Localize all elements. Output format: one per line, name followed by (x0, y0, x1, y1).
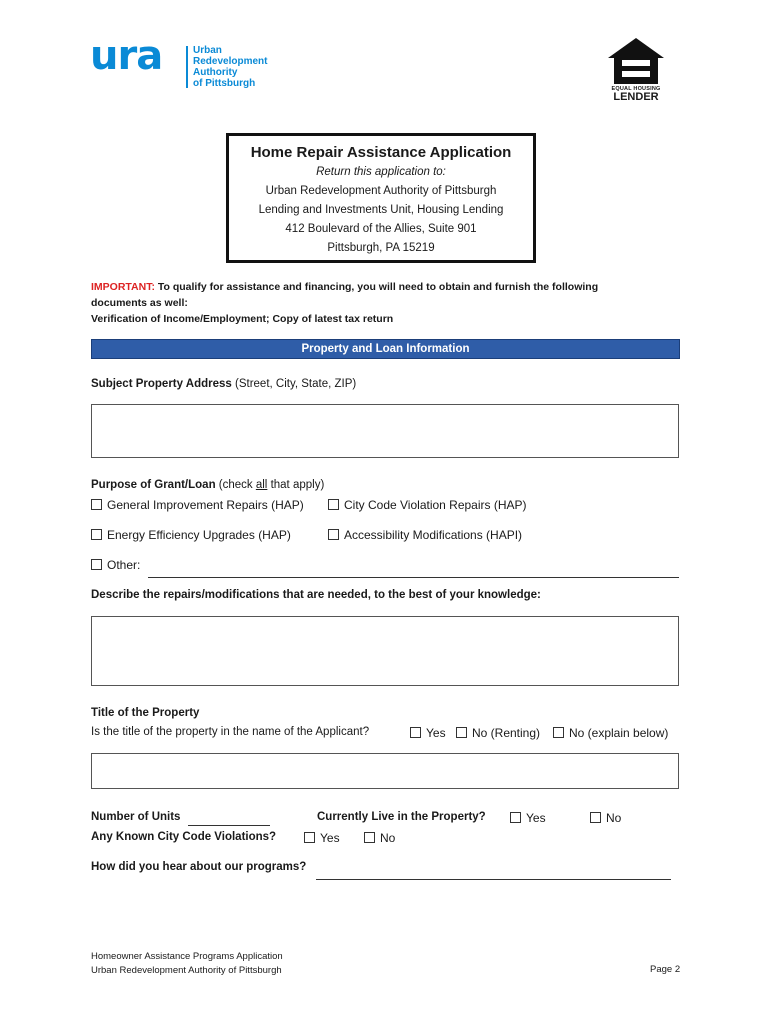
checkbox-label: Energy Efficiency Upgrades (HAP) (107, 528, 291, 542)
logo-text (193, 45, 267, 89)
address-line: Urban Redevelopment Authority of Pittsburgh (265, 185, 497, 197)
checkbox-icon (510, 812, 521, 823)
checkbox-icon (364, 832, 375, 843)
logo-divider (186, 46, 188, 88)
checkbox-violations-yes[interactable] (304, 831, 340, 845)
logo-line: Authority (193, 67, 238, 78)
checkbox-label: Accessibility Modifications (HAPI) (344, 528, 523, 542)
checkbox-label: No (380, 831, 396, 845)
checkbox-energy-efficiency[interactable] (91, 528, 291, 542)
address-line: 412 Boulevard of the Allies, Suite 901 (285, 223, 477, 235)
important-prefix: IMPORTANT: (91, 281, 155, 293)
page-number: Page 2 (650, 964, 681, 975)
title-property-label: Title of the Property (91, 707, 200, 719)
checkbox-icon (328, 529, 339, 540)
ehl-label-top: EQUAL HOUSING (611, 86, 661, 92)
footer-line: Urban Redevelopment Authority of Pittsburgh (91, 965, 282, 976)
violations-label: Any Known City Code Violations? (91, 831, 277, 843)
checkbox-label: City Code Violation Repairs (HAP) (344, 498, 527, 512)
hear-input-line[interactable] (316, 878, 671, 880)
return-to-label: Return this application to: (316, 166, 446, 178)
checkbox-title-yes[interactable] (410, 726, 446, 740)
checkbox-icon (410, 727, 421, 738)
title-property-question: Is the title of the property in the name of the Applicant? (91, 726, 370, 738)
important-notice (91, 279, 691, 327)
checkbox-accessibility[interactable] (328, 528, 522, 542)
other-input-line[interactable] (148, 576, 679, 578)
important-line2: documents as well: (91, 297, 188, 309)
checkbox-icon (91, 529, 102, 540)
equal-housing-lender-logo (604, 36, 668, 106)
ehl-label-bottom: LENDER (613, 91, 659, 103)
checkbox-violations-no[interactable] (364, 831, 395, 845)
important-line3: Verification of Income/Employment; Copy of latest tax return (91, 313, 394, 325)
address-input[interactable] (91, 404, 679, 458)
checkbox-label: Yes (526, 811, 546, 825)
hear-label: How did you hear about our programs? (91, 861, 307, 873)
house-icon (604, 36, 668, 86)
title-explain-input[interactable] (91, 753, 679, 789)
checkbox-icon (328, 499, 339, 510)
logo-abbr: ura (90, 33, 163, 79)
logo-line: Redevelopment (193, 56, 268, 67)
important-text: To qualify for assistance and financing, you will need to obtain and furnish the following (154, 281, 599, 293)
logo-line: of Pittsburgh (193, 78, 256, 89)
checkbox-icon (456, 727, 467, 738)
describe-input[interactable] (91, 616, 679, 686)
describe-label: Describe the repairs/modifications that are needed, to the best of your knowledge: (91, 589, 541, 601)
address-hint: (Street, City, State, ZIP) (231, 378, 357, 390)
checkbox-other[interactable] (91, 558, 140, 572)
purpose-hint-post: that apply) (267, 479, 325, 491)
checkbox-title-no-explain[interactable] (553, 726, 668, 740)
checkbox-general-improvement[interactable] (91, 498, 304, 512)
checkbox-label: No (606, 811, 622, 825)
address-label (91, 378, 356, 390)
logo-line: Urban (193, 45, 222, 56)
checkbox-label: Other: (107, 558, 141, 572)
address-label-text: Subject Property Address (91, 378, 232, 390)
checkbox-label: No (explain below) (569, 726, 669, 740)
purpose-label-text: Purpose of Grant/Loan (91, 479, 216, 491)
checkbox-label: No (Renting) (472, 726, 541, 740)
checkbox-label: General Improvement Repairs (HAP) (107, 498, 304, 512)
ura-logo (90, 33, 290, 92)
purpose-label (91, 479, 324, 491)
checkbox-city-code[interactable] (328, 498, 527, 512)
units-input-line[interactable] (188, 824, 270, 826)
page-title: Home Repair Assistance Application (250, 144, 512, 161)
purpose-hint-pre: (check (215, 479, 256, 491)
section-header: Property and Loan Information (91, 339, 680, 359)
checkbox-title-no-renting[interactable] (456, 726, 540, 740)
checkbox-icon (91, 499, 102, 510)
checkbox-label: Yes (320, 831, 340, 845)
address-line: Pittsburgh, PA 15219 (327, 242, 435, 254)
checkbox-icon (91, 559, 102, 570)
address-line: Lending and Investments Unit, Housing Lending (258, 204, 504, 216)
title-box (226, 133, 536, 263)
checkbox-label: Yes (426, 726, 446, 740)
purpose-hint-under: all (255, 479, 268, 491)
checkbox-live-yes[interactable] (510, 811, 546, 825)
live-label: Currently Live in the Property? (317, 811, 486, 823)
checkbox-icon (590, 812, 601, 823)
checkbox-icon (304, 832, 315, 843)
checkbox-icon (553, 727, 564, 738)
footer (91, 950, 283, 978)
footer-line: Homeowner Assistance Programs Application (91, 951, 283, 962)
units-label: Number of Units (91, 811, 181, 823)
checkbox-live-no[interactable] (590, 811, 621, 825)
